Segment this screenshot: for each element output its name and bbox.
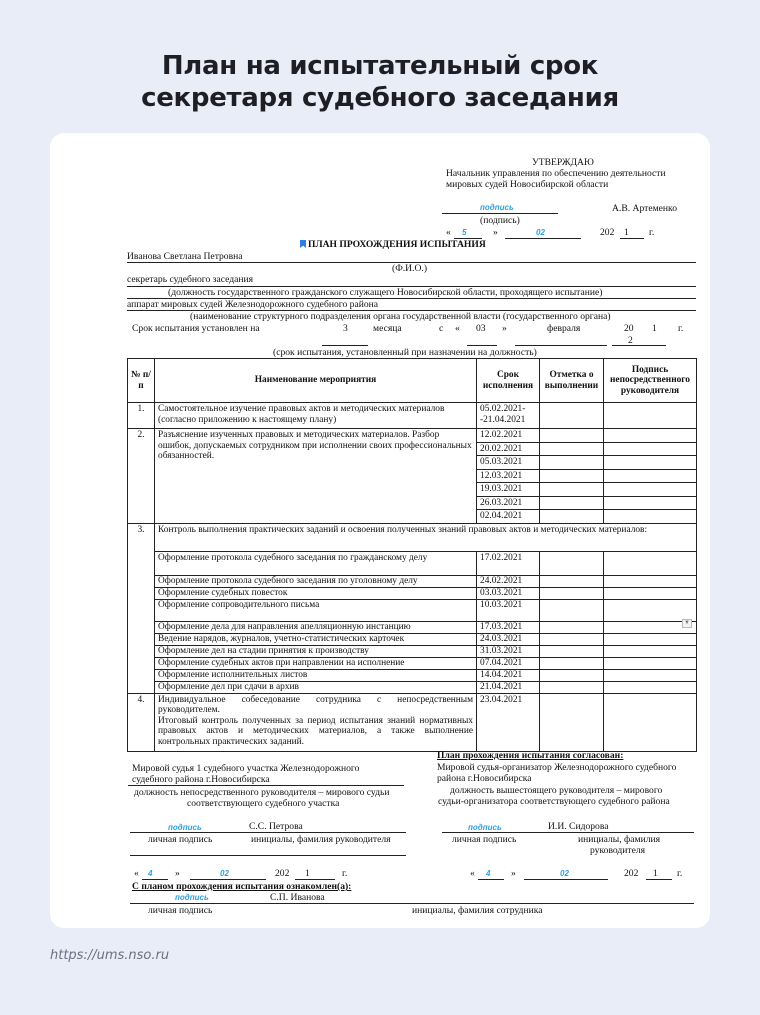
acquainted-line — [130, 903, 694, 904]
table-row — [128, 551, 697, 575]
chevron-down-icon[interactable]: ▼ — [682, 619, 692, 628]
left-sign-caption: личная подпись — [148, 834, 213, 845]
left-line-1: Мировой судья 1 судебного участка Железнодорожного — [132, 763, 360, 774]
employee-fio: Иванова Светлана Петровна — [127, 251, 243, 262]
term-unit: месяца — [373, 323, 402, 334]
row3-item-1: Оформление протокола судебного заседания по гражданскому делу — [155, 551, 477, 575]
term-label: Срок испытания установлен на — [132, 323, 260, 334]
header-num: № п/ п — [128, 359, 155, 403]
header-done-mark: Отметка о выполнении — [540, 359, 604, 403]
row3-mark-8 — [540, 657, 604, 669]
row2-date-2: 20.02.2021 — [477, 442, 540, 456]
row3-sign-6 — [604, 633, 697, 645]
row1-num: 1. — [128, 403, 155, 429]
bookmark-icon — [300, 240, 306, 248]
term-day: 03 — [476, 323, 486, 334]
term-day-line — [467, 345, 497, 346]
position-caption: (должность государственного гражданского служащего Новосибирской области, проходящего испытание) — [168, 287, 603, 298]
row4-text — [155, 693, 477, 751]
term-close: » — [502, 323, 507, 334]
table-row — [128, 645, 697, 657]
row3-mark-5 — [540, 621, 604, 633]
term-month-line — [515, 345, 607, 346]
table-row — [128, 633, 697, 645]
row2-text: Разъяснение изученных правовых и методических материалов. Разбор ошибок, допускаемых сотрудником при исполнении своих профессиональных обязанностей. — [155, 429, 477, 524]
approve-heading: УТВЕРЖДАЮ — [532, 157, 594, 168]
approve-date-open: « — [446, 227, 451, 238]
row2-num: 2. — [128, 429, 155, 524]
approve-name: А.В. Артеменко — [612, 203, 678, 214]
right-name: И.И. Сидорова — [548, 821, 609, 832]
right-year-line — [646, 879, 672, 880]
table-row — [128, 575, 697, 587]
row3-date-7: 31.03.2021 — [477, 645, 540, 657]
left-caption-line — [130, 855, 406, 856]
term-from: с — [439, 323, 444, 334]
row2-date-3: 05.03.2021 — [477, 456, 540, 470]
row4-mark — [540, 693, 604, 751]
left-month-line — [190, 879, 266, 880]
row3-item-3: Оформление судебных повесток — [155, 587, 477, 599]
left-month: 02 — [220, 869, 229, 878]
row2-mark-1 — [540, 429, 604, 443]
right-sign-caption: личная подпись — [452, 834, 517, 845]
term-value: 3 — [343, 323, 348, 334]
row3-date-6: 24.03.2021 — [477, 633, 540, 645]
employee-org: аппарат мировых судей Железнодорожного судебного района — [127, 299, 379, 310]
plan-table — [127, 358, 697, 752]
row1-date: 05.02.2021- -21.04.2021 — [477, 403, 540, 429]
right-caption-1: должность вышестоящего руководителя – мирового — [450, 785, 663, 796]
row3-date-4: 10.03.2021 — [477, 599, 540, 621]
row3-item-5: Оформление дела для направления апелляционную инстанцию — [155, 621, 477, 633]
right-name-caption-1: инициалы, фамилия — [578, 834, 661, 845]
table-row — [128, 403, 697, 429]
right-heading: План прохождения испытания согласован: — [437, 750, 624, 761]
page-title — [0, 50, 760, 114]
right-year-suffix: г. — [677, 868, 683, 879]
table-header-row — [128, 359, 697, 403]
approve-signature: подпись — [480, 203, 514, 212]
term-month: февраля — [547, 323, 581, 334]
row3-item-10: Оформление дел при сдачи в архив — [155, 681, 477, 693]
row3-text: Контроль выполнения практических заданий и освоения полученных знаний правовых актов и методических материалов: — [155, 523, 697, 551]
left-position-line — [128, 785, 404, 786]
term-open: « — [455, 323, 460, 334]
table-row — [128, 657, 697, 669]
row2-date-6: 26.03.2021 — [477, 496, 540, 510]
left-year-line — [295, 879, 335, 880]
approve-date-close: » — [493, 227, 498, 238]
fio-caption: (Ф.И.О.) — [392, 263, 428, 274]
row2-mark-2 — [540, 442, 604, 456]
row2-date-5: 19.03.2021 — [477, 483, 540, 497]
row2-date-7: 02.04.2021 — [477, 510, 540, 524]
org-caption: (наименование структурного подразделения органа государственной власти (государственного органа) — [190, 311, 611, 322]
left-signature: подпись — [168, 823, 202, 832]
row3-date-2: 24.02.2021 — [477, 575, 540, 587]
row4-num: 4. — [128, 693, 155, 751]
row2-mark-4 — [540, 469, 604, 483]
left-name-caption: инициалы, фамилия руководителя — [251, 834, 391, 845]
row3-num: 3. — [128, 523, 155, 693]
right-line-2: района г.Новосибирска — [437, 773, 532, 784]
row3-date-10: 21.04.2021 — [477, 681, 540, 693]
row3-sign-8 — [604, 657, 697, 669]
term-value-line — [322, 345, 368, 346]
row3-mark-7 — [540, 645, 604, 657]
term-year-line — [612, 345, 666, 346]
header-activity: Наименование мероприятия — [155, 359, 477, 403]
row3-date-5: 17.03.2021 — [477, 621, 540, 633]
row3-mark-4 — [540, 599, 604, 621]
approve-year-prefix: 202 — [600, 227, 615, 238]
table-row — [128, 669, 697, 681]
header-supervisor-signature: Подпись непосредственного руководителя — [604, 359, 697, 403]
plan-title — [300, 239, 486, 250]
row4-sign — [604, 693, 697, 751]
right-date-open: « — [470, 868, 475, 879]
right-day: 4 — [486, 869, 491, 878]
right-year-prefix: 202 — [624, 868, 639, 879]
approve-month-line — [505, 238, 581, 239]
left-date-close: » — [175, 868, 180, 879]
left-year-prefix: 202 — [275, 868, 290, 879]
row3-mark-1 — [540, 551, 604, 575]
right-caption-2: судьи-организатора соответствующего судебного района — [438, 796, 670, 807]
row2-mark-5 — [540, 483, 604, 497]
right-year-digit: 1 — [653, 868, 658, 879]
row3-item-4: Оформление сопроводительного письма — [155, 599, 477, 621]
row3-sign-2 — [604, 575, 697, 587]
row2-mark-3 — [540, 456, 604, 470]
document-scan — [50, 133, 710, 928]
left-day: 4 — [148, 869, 153, 878]
header-deadline: Срок исполнения — [477, 359, 540, 403]
right-sign-line — [442, 832, 694, 833]
row3-mark-6 — [540, 633, 604, 645]
row3-item-6: Ведение нарядов, журналов, учетно-статистических карточек — [155, 633, 477, 645]
row3-mark-3 — [540, 587, 604, 599]
row2-sign-4 — [604, 469, 697, 483]
left-date-open: « — [134, 868, 139, 879]
row3-item-2: Оформление протокола судебного заседания по уголовному делу — [155, 575, 477, 587]
row4-text-1: Индивидуальное собеседование сотрудника с непосредственным руководителем. — [158, 694, 473, 715]
term-g: г. — [678, 323, 684, 334]
right-month-line — [524, 879, 608, 880]
row3-mark-10 — [540, 681, 604, 693]
row4-date: 23.04.2021 — [477, 693, 540, 751]
term-year-b: 1 — [652, 323, 657, 334]
table-row — [128, 599, 697, 621]
table-row — [128, 693, 697, 751]
left-sign-line — [130, 832, 406, 833]
row3-item-7: Оформление дел на стадии принятия к производству — [155, 645, 477, 657]
row2-sign-5 — [604, 483, 697, 497]
right-day-line — [478, 879, 504, 880]
row3-sign-4 — [604, 599, 697, 621]
left-line-2: судебного района г.Новосибирска — [132, 774, 270, 785]
approve-line-2: мировых судей Новосибирской области — [446, 179, 609, 190]
document-card — [50, 133, 710, 928]
row2-sign-2 — [604, 442, 697, 456]
table-row — [128, 429, 697, 443]
row2-mark-6 — [540, 496, 604, 510]
approve-sign-caption: (подпись) — [480, 215, 520, 226]
acquainted-sign-caption: личная подпись — [148, 905, 213, 916]
right-month: 02 — [560, 869, 569, 878]
row1-sign — [604, 403, 697, 429]
row2-sign-3 — [604, 456, 697, 470]
left-caption-2: соответствующего судебного участка — [187, 798, 340, 809]
table-row — [128, 587, 697, 599]
table-row — [128, 621, 697, 633]
table-row — [128, 523, 697, 551]
row3-date-9: 14.04.2021 — [477, 669, 540, 681]
row3-sign-9 — [604, 669, 697, 681]
plan-title-text: ПЛАН ПРОХОЖДЕНИЯ ИСПЫТАНИЯ — [308, 239, 486, 250]
row4-text-2: Итоговый контроль полученных за период испытания знаний нормативных правовых актов и методических материалов, а также выполнение контрольных практических заданий. — [158, 715, 473, 747]
approve-day: 5 — [462, 228, 467, 237]
approve-year-line — [620, 238, 644, 239]
left-name: С.С. Петрова — [249, 821, 303, 832]
employee-position: секретарь судебного заседания — [127, 274, 254, 285]
left-day-line — [142, 879, 168, 880]
acquainted-signature: подпись — [175, 893, 209, 902]
approve-month: 02 — [536, 228, 545, 237]
left-year-digit: 1 — [305, 868, 310, 879]
row1-mark — [540, 403, 604, 429]
acquainted-heading: С планом прохождения испытания ознакомлен(а): — [132, 881, 352, 892]
row2-date-4: 12.03.2021 — [477, 469, 540, 483]
row2-sign-7 — [604, 510, 697, 524]
row3-date-8: 07.04.2021 — [477, 657, 540, 669]
right-signature: подпись — [468, 823, 502, 832]
row3-date-3: 03.03.2021 — [477, 587, 540, 599]
row3-sign-7 — [604, 645, 697, 657]
row2-sign-6 — [604, 496, 697, 510]
row2-sign-1 — [604, 429, 697, 443]
right-line-1: Мировой судья-организатор Железнодорожного судебного — [437, 762, 677, 773]
approve-line-1: Начальник управления по обеспечению деятельности — [446, 168, 666, 179]
right-name-caption-2: руководителя — [590, 845, 646, 856]
row3-date-1: 17.02.2021 — [477, 551, 540, 575]
page-title-line-1: План на испытательный срок — [161, 51, 599, 81]
row3-sign-1 — [604, 551, 697, 575]
row3-item-8: Оформление судебных актов при направлении на исполнение — [155, 657, 477, 669]
acquainted-name-caption: инициалы, фамилия сотрудника — [412, 905, 543, 916]
row3-mark-2 — [540, 575, 604, 587]
source-link[interactable]: https://ums.nso.ru — [50, 948, 170, 963]
term-year-a: 20 — [624, 323, 634, 334]
row3-mark-9 — [540, 669, 604, 681]
page-title-line-2: секретаря судебного заседания — [141, 83, 619, 113]
row3-sign-3 — [604, 587, 697, 599]
left-caption-1: должность непосредственного руководителя – мирового судьи — [134, 787, 390, 798]
row2-date-1: 12.02.2021 — [477, 429, 540, 443]
table-row — [128, 681, 697, 693]
row2-mark-7 — [540, 510, 604, 524]
left-year-suffix: г. — [342, 868, 348, 879]
term-year-c: 2 — [628, 335, 633, 346]
right-date-close: » — [511, 868, 516, 879]
approve-sign-line — [442, 213, 558, 214]
approve-year-digit: 1 — [624, 227, 629, 238]
term-caption: (срок испытания, установленный при назначении на должность) — [273, 347, 537, 358]
row1-text: Самостоятельное изучение правовых актов и методических материалов (согласно приложению к настоящему плану) — [155, 403, 477, 429]
row3-item-9: Оформление исполнительных листов — [155, 669, 477, 681]
acquainted-name: С.П. Иванова — [270, 892, 325, 903]
row3-sign-10 — [604, 681, 697, 693]
approve-year-suffix: г. — [649, 227, 655, 238]
